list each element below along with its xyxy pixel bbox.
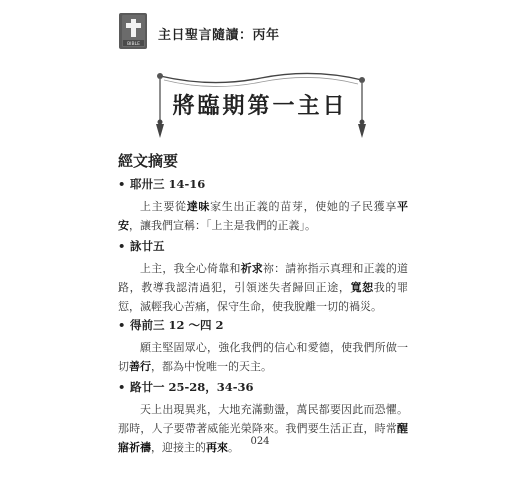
- reading-3: [118, 317, 408, 376]
- summary-text: ，都為中悅唯一的天主。: [151, 360, 272, 373]
- summary-text: 家生出正義的苗芽，使她的子民獲享: [210, 200, 398, 213]
- reading-reference: [118, 176, 408, 192]
- page-number: 024: [250, 436, 270, 447]
- reading-summary: [118, 400, 408, 457]
- reading-ref-text: 得前三 12 ～四 2: [130, 318, 224, 332]
- reading-summary: [118, 197, 408, 235]
- emphasized-text: 善行: [129, 360, 151, 373]
- emphasized-text: 祈求: [240, 262, 263, 275]
- reading-1: [118, 176, 408, 235]
- bullet-icon: •: [118, 380, 126, 394]
- reading-ref-text: 耶卅三 14-16: [130, 177, 206, 191]
- reading-ref-text: 詠廿五: [130, 239, 165, 253]
- reading-summary: [118, 259, 408, 316]
- bible-book-icon: [118, 12, 150, 52]
- bullet-icon: •: [118, 318, 126, 332]
- reading-reference: [118, 379, 408, 395]
- summary-text: 。: [228, 441, 239, 454]
- book-icon-label: BIBLE: [127, 42, 140, 47]
- emphasized-text: 醒寤祈禱: [118, 422, 408, 454]
- emphasized-text: 達味: [186, 200, 211, 213]
- reading-ref-text: 路廿一 25-28，34-36: [130, 380, 254, 394]
- reading-reference: [118, 238, 408, 254]
- summary-text: 願主堅固眾心，強化我們的信心和愛德，使我們所做一切: [118, 341, 408, 373]
- summary-text: ，迎接主的: [151, 441, 206, 454]
- emphasized-text: 平安: [118, 200, 409, 232]
- reading-2: [118, 238, 408, 316]
- summary-text: 祢：請祢指示真理和正義的道路，教導我認清過犯，引領迷失者歸回正途，: [118, 262, 409, 294]
- running-header-title: 主日聖言隨讀：丙年: [158, 28, 280, 43]
- section-heading: 經文摘要: [118, 152, 179, 170]
- emphasized-text: 再來: [206, 441, 228, 454]
- summary-text: 天上出現異兆，大地充滿動盪，萬民都要因此而恐懼。那時，人子要帶著威能光榮降來。我們要生活正直，時常: [118, 403, 408, 435]
- sunday-title: 將臨期第一主日: [172, 93, 348, 119]
- bullet-icon: •: [118, 239, 126, 253]
- emphasized-text: 寬恕: [350, 281, 374, 294]
- summary-text: 上主，我全心倚靠和: [140, 262, 241, 275]
- reading-reference: [118, 317, 408, 333]
- summary-text: ，讓我們宣稱：「上主是我們的正義」。: [129, 219, 316, 232]
- summary-text: 上主要從: [140, 200, 187, 213]
- reading-summary: [118, 338, 408, 376]
- bullet-icon: •: [118, 177, 126, 191]
- summary-text: 我的罪愆，滅輕我心苦痛，保守生命，使我脫離一切的禍災。: [118, 281, 408, 313]
